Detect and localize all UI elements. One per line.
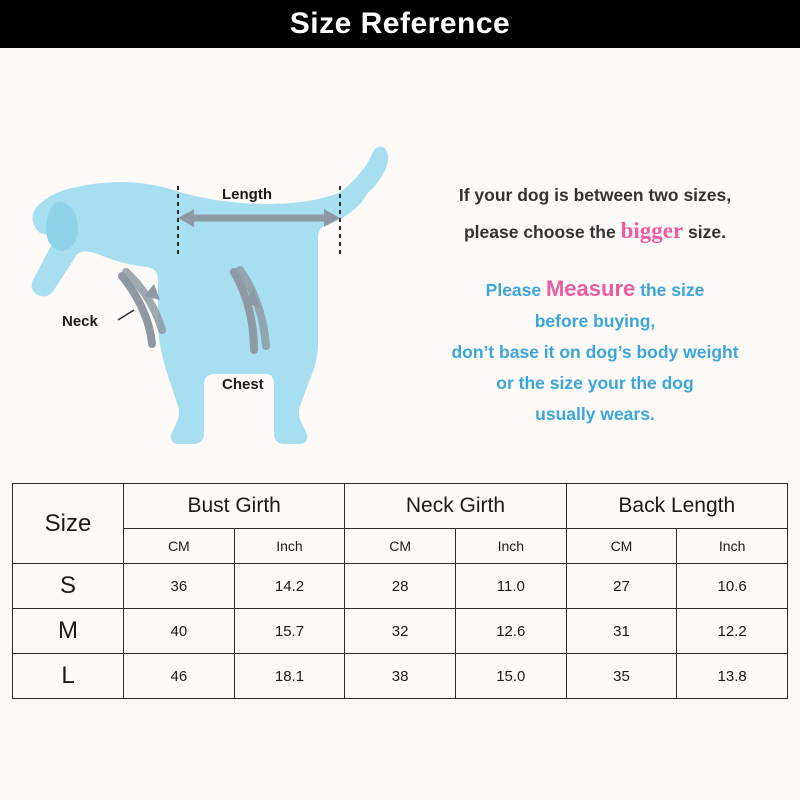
- row-cell: 10.6: [677, 564, 788, 609]
- notes-block-secondary: [395, 273, 795, 430]
- row-cell: 38: [345, 654, 456, 699]
- table-header-unit-5: Inch: [677, 529, 788, 564]
- illustration-and-notes: [0, 48, 800, 478]
- row-cell: 46: [124, 654, 235, 699]
- table-row: [13, 654, 788, 699]
- table-header-unit-1: Inch: [234, 529, 345, 564]
- row-cell: 36: [124, 564, 235, 609]
- row-cell: 13.8: [677, 654, 788, 699]
- row-cell: 15.7: [234, 609, 345, 654]
- row-size-label: S: [13, 564, 124, 609]
- neck-leader-line: [118, 310, 134, 320]
- table-header-unit-3: Inch: [455, 529, 566, 564]
- row-cell: 15.0: [455, 654, 566, 699]
- table-header-unit-0: CM: [124, 529, 235, 564]
- notes-block: [395, 178, 795, 430]
- table-header-group-1: Neck Girth: [345, 484, 566, 529]
- note-line-3: [395, 273, 795, 306]
- note-line-6: or the size your the dog: [496, 373, 694, 393]
- label-length: Length: [222, 186, 272, 203]
- note-line-3-prefix: Please: [485, 280, 546, 300]
- row-cell: 40: [124, 609, 235, 654]
- table-header-unit-2: CM: [345, 529, 456, 564]
- table-header-row-units: [13, 529, 788, 564]
- table-header-unit-4: CM: [566, 529, 677, 564]
- table-row: [13, 609, 788, 654]
- table-row: [13, 564, 788, 609]
- row-cell: 27: [566, 564, 677, 609]
- dog-measurement-diagram: [10, 58, 400, 458]
- row-cell: 31: [566, 609, 677, 654]
- size-table-wrap: [12, 483, 788, 699]
- size-table: [12, 483, 788, 699]
- note-line-4: before buying,: [534, 311, 656, 331]
- row-size-label: M: [13, 609, 124, 654]
- page-title: Size Reference: [289, 7, 511, 40]
- note-line-7: usually wears.: [535, 404, 655, 424]
- note-line-3-suffix: the size: [635, 280, 705, 300]
- neck-band-icon: [122, 272, 162, 344]
- row-cell: 14.2: [234, 564, 345, 609]
- label-chest: Chest: [222, 376, 264, 393]
- dog-diagram-svg: [10, 58, 400, 458]
- note-line-1: If your dog is between two sizes,: [458, 185, 732, 205]
- row-cell: 18.1: [234, 654, 345, 699]
- note-line-2-suffix: size.: [683, 222, 726, 242]
- row-cell: 28: [345, 564, 456, 609]
- note-line-2-prefix: please choose the: [463, 222, 621, 242]
- table-header-group-2: Back Length: [566, 484, 787, 529]
- note-emphasis-bigger: bigger: [620, 218, 684, 243]
- table-header-group-0: Bust Girth: [124, 484, 345, 529]
- row-cell: 12.2: [677, 609, 788, 654]
- note-line-2: [395, 214, 795, 249]
- label-neck: Neck: [62, 313, 98, 330]
- row-cell: 11.0: [455, 564, 566, 609]
- note-line-5: don’t base it on dog’s body weight: [451, 342, 739, 362]
- table-header-row-groups: [13, 484, 788, 529]
- row-cell: 32: [345, 609, 456, 654]
- row-size-label: L: [13, 654, 124, 699]
- page-header: [0, 0, 800, 48]
- row-cell: 12.6: [455, 609, 566, 654]
- table-header-size: Size: [13, 484, 124, 564]
- row-cell: 35: [566, 654, 677, 699]
- note-emphasis-measure: Measure: [545, 276, 636, 301]
